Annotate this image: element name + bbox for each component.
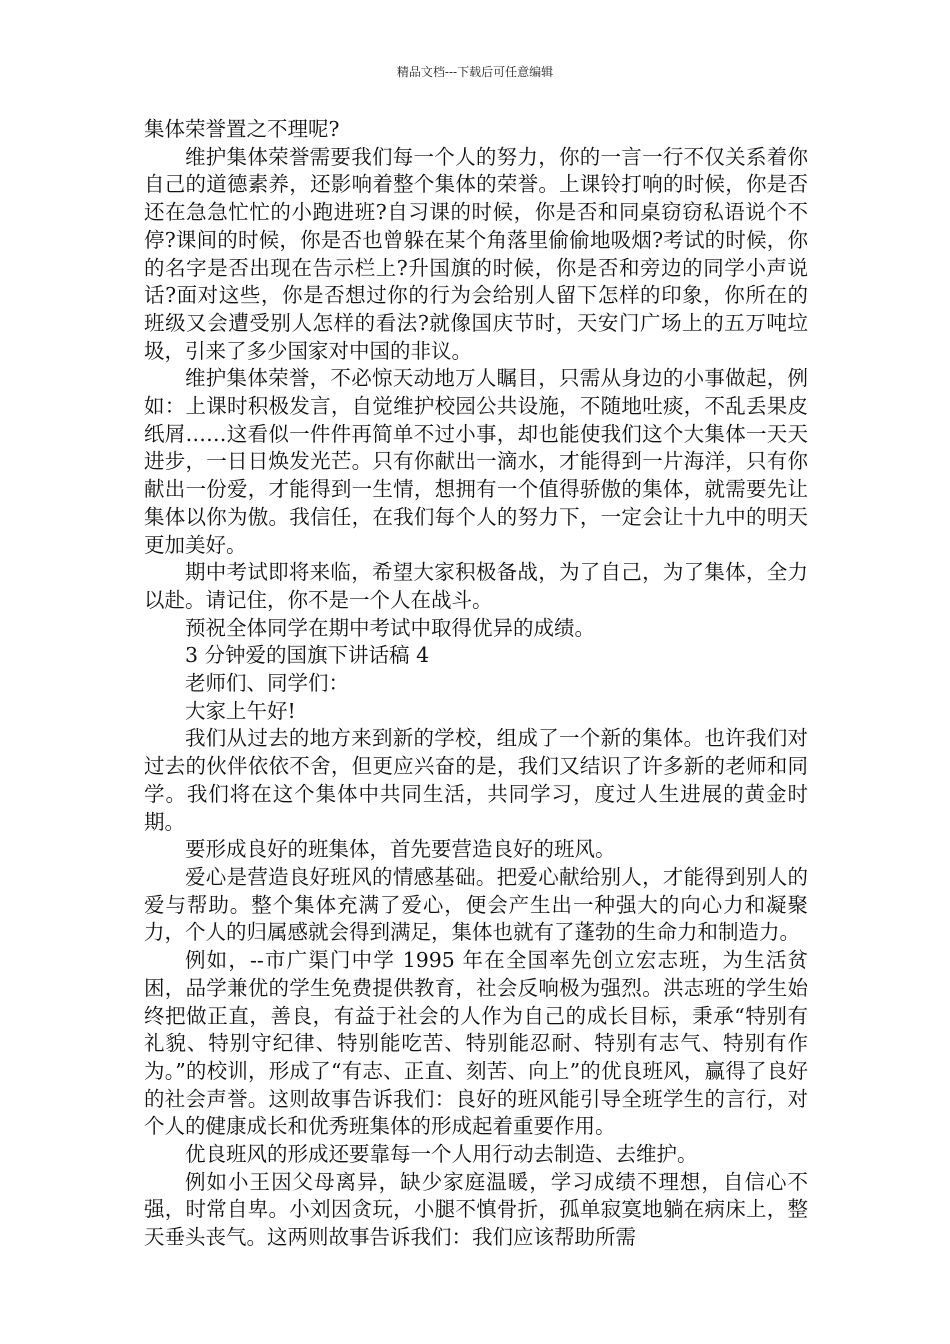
paragraph-12: 例如，--市广渠门中学 1995 年在全国率先创立宏志班，为生活贫困，品学兼优的学生免费提供教育，社会反响极为强烈。洪志班的学生始终把做正直，善良，有益于社会的人作为自己的成长目标，秉承“特别有礼貌、特别守纪律、特别能吃苦、特别能忍耐、特别有志气、特别有作为。”的校训，形成了“有志、正直、刻苦、向上”的优良班风，赢得了良好的社会声誉。这则故事告诉我们：良好的班风能引导全班学生的言行，对个人的健康成长和优秀班集体的形成起着重要作用。: [144, 948, 808, 1139]
paragraph-10: 要形成良好的班集体，首先要营造良好的班风。: [185, 837, 616, 862]
paragraph-13: 优良班风的形成还要靠每一个人用行动去制造、去维护。: [185, 1142, 698, 1167]
speech-title: 3 分钟爱的国旗下讲话稿 4: [185, 643, 430, 668]
paragraph-14: 例如小王因父母离异，缺少家庭温暖，学习成绩不理想，自信心不强，时常自卑。小刘因贪玩，小腿不慎骨折，孤单寂寞地躺在病床上，整天垂头丧气。这两则故事告诉我们：我们应该帮助所需: [144, 1169, 808, 1250]
paragraph-9: 我们从过去的地方来到新的学校，组成了一个新的集体。也许我们对过去的伙伴依依不舍，但更应兴奋的是，我们又结识了许多新的老师和同学。我们将在这个集体中共同生活，共同学习，度过人生进展的黄金时期。: [144, 726, 808, 834]
greeting: 大家上午好!: [185, 698, 296, 723]
document-body: [144, 116, 808, 1252]
salutation: 老师们、同学们：: [185, 671, 349, 696]
paragraph-3: 维护集体荣誉，不必惊天动地万人瞩目，只需从身边的小事做起，例如：上课时积极发言，自觉维护校园公共设施，不随地吐痰，不乱丢果皮纸屑……这看似一件件再简单不过小事，却也能使我们这个大集体一天天进步，一日日焕发光芒。只有你献出一滴水，才能得到一片海洋，只有你献出一份爱，才能得到一生情，想拥有一个值得骄傲的集体，就需要先让集体以你为傲。我信任，在我们每个人的努力下，一定会让十九中的明天更加美好。: [144, 366, 808, 557]
paragraph-5: 预祝全体同学在期中考试中取得优异的成绩。: [185, 615, 595, 640]
paragraph-2: 维护集体荣誉需要我们每一个人的努力，你的一言一行不仅关系着你自己的道德素养，还影响着整个集体的荣誉。上课铃打响的时候，你是否还在急急忙忙的小跑进班?自习课的时候，你是否和同桌窃窃私语说个不停?课间的时候，你是否也曾躲在某个角落里偷偷地吸烟?考试的时候，你的名字是否出现在告示栏上?升国旗的时候，你是否和旁边的同学小声说话?面对这些，你是否想过你的行为会给别人留下怎样的印象，你所在的班级又会遭受别人怎样的看法?就像国庆节时，天安门广场上的五万吨垃圾，引来了多少国家对中国的非议。: [144, 144, 808, 363]
page-header: 精品文档---下载后可任意编辑: [396, 65, 554, 79]
paragraph-4: 期中考试即将来临，希望大家积极备战，为了自己，为了集体，全力以赴。请记住，你不是一个人在战斗。: [144, 560, 808, 612]
paragraph-1: 集体荣誉置之不理呢?: [144, 117, 340, 141]
paragraph-11: 爱心是营造良好班风的情感基础。把爱心献给别人，才能得到别人的爱与帮助。整个集体充满了爱心，便会产生出一种强大的向心力和凝聚力，个人的归属感就会得到满足，集体也就有了蓬勃的生命力和制造力。: [144, 864, 808, 945]
